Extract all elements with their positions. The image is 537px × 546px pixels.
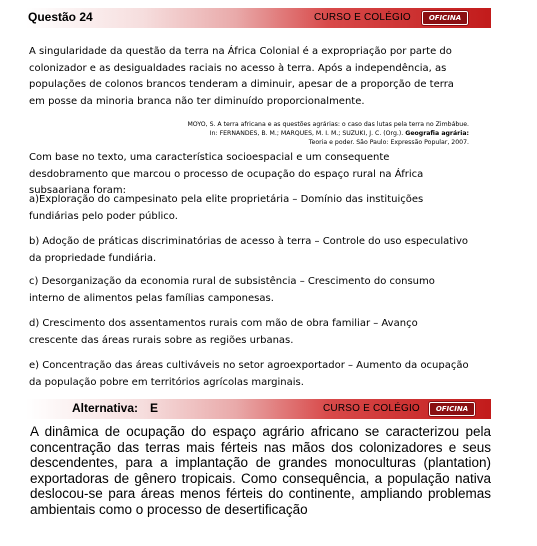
question-header-bar — [26, 8, 491, 28]
answer-label — [72, 401, 158, 415]
citation-line-1: MOYO, S. A terra africana e as questões agrárias: o caso das lutas pela terra no Zimbábue. — [187, 121, 469, 128]
brand-text: CURSO E COLÉGIO — [314, 12, 411, 23]
option-c: c) Desorganização da economia rural de subsistência – Crescimento do consumo interno de alimentos pelas famílias camponesas. — [29, 276, 435, 304]
citation — [149, 120, 469, 147]
citation-line-3: Teoria e poder. São Paulo: Expressão Popular, 2007. — [308, 139, 469, 146]
answer-letter: E — [150, 401, 159, 415]
oficina-logo: OFICINA — [422, 11, 468, 25]
answer-bar — [26, 399, 491, 419]
option-a: a)Exploração do campesinato pela elite proprietária – Domínio das instituições fundiárias pelo poder público. — [29, 194, 424, 222]
passage-text: A singularidade da questão da terra na África Colonial é a expropriação por parte do colonizador e as desigualdades raciais no acesso à terra. Após a independência, as populações de colonos brancos tenderam a diminuir, apesar de a proporção de terra em posse da minoria branca não ter diminuído proporcionalmente. — [29, 46, 454, 107]
oficina-logo: OFICINA — [429, 402, 475, 416]
citation-book-title: Geografia agrária: — [405, 130, 469, 137]
answer-label-text: Alternativa: — [72, 401, 139, 415]
answer-explanation: A dinâmica de ocupação do espaço agrário africano se caracterizou pela concentração das terras mais férteis nas mãos dos colonizadores e seus descendentes, para a implantação de grandes monoculturas (plantation) exportadoras de gênero tropicais. Como consequência, a população nativa deslocou-se para áreas menos férteis do continente, ampliando problemas ambientais como o processo de desertificação — [30, 424, 491, 517]
option-e: e) Concentração das áreas cultiváveis no setor agroexportador – Aumento da ocupação da população pobre em territórios agrícolas marginais. — [29, 360, 469, 388]
citation-line-2-prefix: In: FERNANDES, B. M.; MARQUES, M. I. M.; SUZUKI, J. C. (Org.). — [209, 130, 404, 137]
option-d: d) Crescimento dos assentamentos rurais com mão de obra familiar – Avanço crescente das áreas rurais sobre as regiões urbanas. — [29, 318, 418, 346]
citation-line-2 — [149, 129, 469, 138]
option-b: b) Adoção de práticas discriminatórias de acesso à terra – Controle do uso especulativo da propriedade fundiária. — [29, 236, 469, 264]
question-label: Questão 24 — [28, 10, 93, 24]
brand-text: CURSO E COLÉGIO — [323, 403, 420, 414]
question-prompt: Com base no texto, uma característica socioespacial e um consequente desdobramento que marcou o processo de ocupação do espaço rural na África subsaariana foram: — [29, 152, 424, 196]
